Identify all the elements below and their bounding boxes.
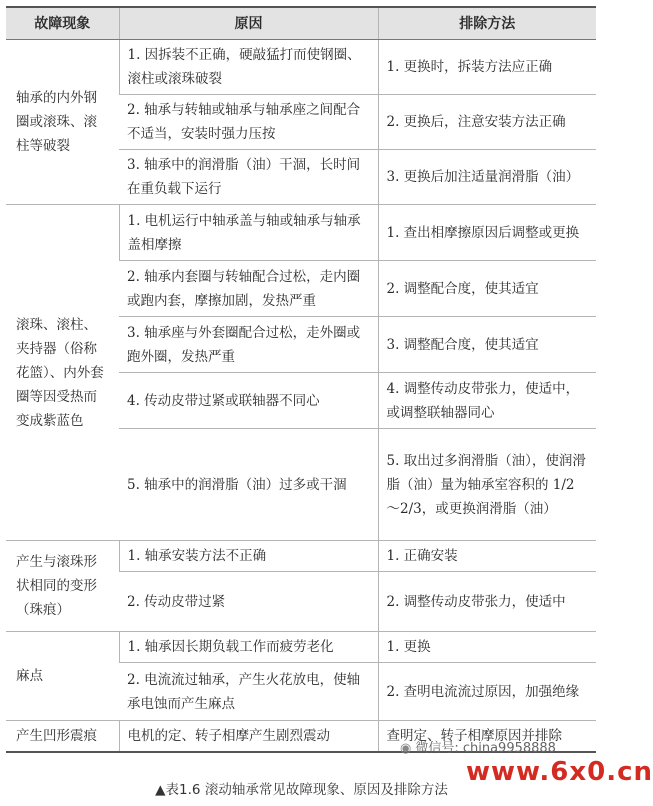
symptom-cell: 产生与滚珠形状相同的变形（珠痕）	[6, 541, 119, 632]
table-row	[6, 632, 596, 663]
site-logo: www.6x0.cn	[466, 757, 653, 787]
cause-cell: 1. 轴承因长期负载工作而疲劳老化	[119, 632, 378, 663]
wechat-icon: ◉	[400, 741, 412, 756]
remedy-cell: 2. 调整传动皮带张力，使适中	[378, 572, 596, 632]
cause-cell: 2. 轴承与转轴或轴承与轴承座之间配合不适当，安装时强力压按	[119, 95, 378, 150]
cause-cell: 2. 电流流过轴承，产生火花放电，使轴承电蚀而产生麻点	[119, 663, 378, 721]
cause-cell: 3. 轴承中的润滑脂（油）干涸，长时间在重负载下运行	[119, 150, 378, 205]
header-remedy: 排除方法	[378, 7, 596, 40]
remedy-cell: 5. 取出过多润滑脂（油），使润滑脂（油）量为轴承室容积的 1/2～2/3，或更换润滑脂（油）	[378, 429, 596, 541]
cause-cell: 2. 传动皮带过紧	[119, 572, 378, 632]
header-cause: 原因	[119, 7, 378, 40]
remedy-cell: 1. 正确安装	[378, 541, 596, 572]
remedy-cell: 查明定、转子相摩原因并排除	[378, 721, 596, 753]
remedy-cell: 1. 更换	[378, 632, 596, 663]
cause-cell: 2. 轴承内套圈与转轴配合过松，走内圈或跑内套，摩擦加剧，发热严重	[119, 261, 378, 317]
table-row	[6, 205, 596, 261]
remedy-cell: 1. 查出相摩擦原因后调整或更换	[378, 205, 596, 261]
table-row	[6, 40, 596, 95]
header-symptom: 故障现象	[6, 7, 119, 40]
symptom-cell: 滚珠、滚柱、夹持器（俗称花篮）、内外套圈等因受热而变成紫蓝色	[6, 205, 119, 541]
remedy-cell: 3. 调整配合度，使其适宜	[378, 317, 596, 373]
symptom-cell: 麻点	[6, 632, 119, 721]
table-row	[6, 541, 596, 572]
watermark-text: 微信号: china9958888	[415, 741, 556, 756]
wechat-watermark	[400, 737, 556, 756]
symptom-cell: 轴承的内外钢圈或滚珠、滚柱等破裂	[6, 40, 119, 205]
remedy-cell: 3. 更换后加注适量润滑脂（油）	[378, 150, 596, 205]
remedy-cell: 1. 更换时，拆装方法应正确	[378, 40, 596, 95]
cause-cell: 1. 因拆装不正确，硬敲猛打而使钢圈、滚柱或滚珠破裂	[119, 40, 378, 95]
cause-cell: 5. 轴承中的润滑脂（油）过多或干涸	[119, 429, 378, 541]
fault-table	[6, 6, 596, 753]
symptom-cell: 产生凹形震痕	[6, 721, 119, 753]
table-caption: ▲表1.6 滚动轴承常见故障现象、原因及排除方法	[155, 782, 448, 798]
cause-cell: 1. 电机运行中轴承盖与轴或轴承与轴承盖相摩擦	[119, 205, 378, 261]
remedy-cell: 2. 查明电流流过原因，加强绝缘	[378, 663, 596, 721]
cause-cell: 3. 轴承座与外套圈配合过松，走外圈或跑外圈，发热严重	[119, 317, 378, 373]
cause-cell: 4. 传动皮带过紧或联轴器不同心	[119, 373, 378, 429]
remedy-cell: 4. 调整传动皮带张力，使适中，或调整联轴器同心	[378, 373, 596, 429]
remedy-cell: 2. 更换后，注意安装方法正确	[378, 95, 596, 150]
header-row	[6, 7, 596, 40]
remedy-cell: 2. 调整配合度，使其适宜	[378, 261, 596, 317]
cause-cell: 1. 轴承安装方法不正确	[119, 541, 378, 572]
cause-cell: 电机的定、转子相摩产生剧烈震动	[119, 721, 378, 753]
